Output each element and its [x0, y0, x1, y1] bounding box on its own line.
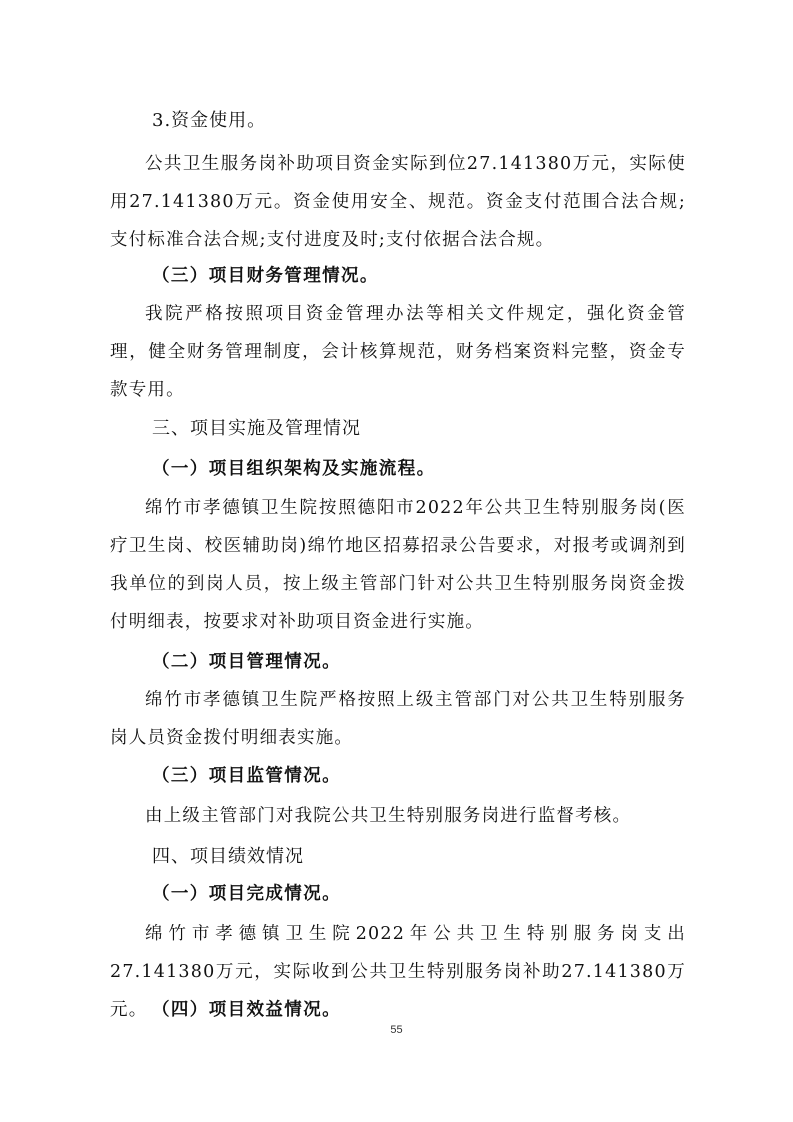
- paragraph-project-supervision: 由上级主管部门对我院公共卫生特别服务岗进行监督考核。: [145, 806, 632, 826]
- heading-project-supervision: （三）项目监管情况。: [152, 766, 341, 786]
- paragraph-organization-structure: 绵竹市孝德镇卫生院按照德阳市2022年公共卫生特别服务岗(医疗卫生岗、校医辅助岗)绵竹地区招募招录公告要求，对报考或调剂到我单位的到岗人员，按上级主管部门针对公共卫生特别服务岗资金拨付明细表，按要求对补助项目资金进行实施。: [110, 498, 686, 632]
- page-number: 55: [390, 1024, 403, 1036]
- heading-project-completion: （一）项目完成情况。: [152, 884, 341, 904]
- heading-project-benefits: （四）项目效益情况。: [152, 1000, 341, 1020]
- paragraph-financial-management: 我院严格按照项目资金管理办法等相关文件规定，强化资金管理，健全财务管理制度，会计核算规范，财务档案资料完整，资金专款专用。: [110, 304, 686, 400]
- paragraph-project-completion: 绵竹市孝德镇卫生院2022年公共卫生特别服务岗支出27.141380万元，实际收到公共卫生特别服务岗补助27.141380万元。: [110, 924, 686, 1020]
- heading-project-management: （二）项目管理情况。: [152, 652, 341, 672]
- subheading-fund-usage: 3.资金使用。: [152, 110, 267, 131]
- paragraph-fund-usage: 公共卫生服务岗补助项目资金实际到位27.141380万元，实际使用27.141380万元。资金使用安全、规范。资金支付范围合法合规;支付标准合法合规;支付进度及时;支付依据合法合规。: [110, 154, 686, 250]
- heading-financial-management: （三）项目财务管理情况。: [152, 266, 379, 286]
- heading-performance: 四、项目绩效情况: [152, 846, 304, 867]
- heading-organization-structure: （一）项目组织架构及实施流程。: [152, 459, 436, 479]
- heading-implementation-management: 三、项目实施及管理情况: [152, 418, 361, 439]
- paragraph-project-management: 绵竹市孝德镇卫生院严格按照上级主管部门对公共卫生特别服务岗人员资金拨付明细表实施。: [110, 690, 686, 748]
